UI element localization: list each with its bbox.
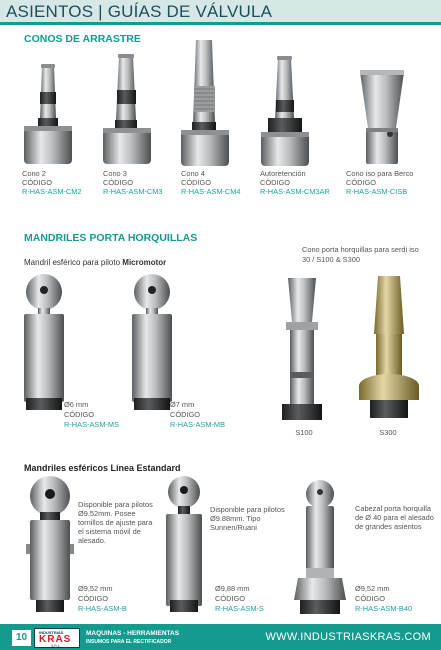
mandril-esferico-b-image [20, 474, 78, 616]
cono-iso-berco-caption [346, 169, 413, 196]
mandril-ms-code: R-HAS-ASM-MS [64, 420, 120, 429]
logo-bottom-text: S.R.L. [51, 644, 61, 648]
mandril-ms-code-label: CÓDIGO [64, 410, 94, 419]
cabezal-b40-code: R-HAS-ASM-B40 [355, 604, 413, 613]
cabezal-b40-size: Ø9,52 mm [355, 584, 390, 593]
cabezal-b40-desc: Cabezal porta horquilla de Ø 40 para el alesado de grandes asientos [355, 504, 434, 531]
mandriles-subtitle [24, 258, 166, 267]
esferico-s-size: Ø9,88 mm [215, 584, 250, 593]
cono-4-code-label: CÓDIGO [181, 178, 211, 187]
logo-top-text: INDUSTRIAS [39, 630, 64, 635]
cono-2-caption [22, 169, 82, 196]
page-footer [0, 624, 441, 650]
cono-3-code: R-HAS-ASM-CM3 [103, 187, 163, 196]
esferico-s-code: R-HAS-ASM-S [215, 604, 264, 613]
cono-2-name: Cono 2 [22, 169, 46, 178]
esferico-s-caption [215, 584, 264, 614]
mandril-esferico-s-image [158, 474, 208, 616]
logo-badge [34, 628, 80, 648]
cono-iso-berco-code: R-HAS-ASM-CISB [346, 187, 408, 196]
mandril-mb-code: R-HAS-ASM-MB [170, 420, 226, 429]
cono-autoretencion-caption [260, 169, 330, 196]
mandril-ms-size: Ø6 mm [64, 400, 89, 409]
mandril-mb-caption [170, 400, 225, 430]
cono-4-code: R-HAS-ASM-CM4 [181, 187, 241, 196]
mandril-mb-image [126, 272, 176, 414]
cono-autoretencion-code-label: CÓDIGO [260, 178, 290, 187]
logo-main-text: KRAS [39, 634, 72, 645]
cono-autoretencion-name: Autoretención [260, 169, 306, 178]
cono-3-image [100, 50, 155, 168]
section-title-esfericos: Mandriles esféricos Línea Estandard [24, 463, 181, 473]
esferico-b-code: R-HAS-ASM-B [78, 604, 127, 613]
cono-porta-horquillas-note: Cono porta horquillas para serdi iso 30 / S100 & S300 [302, 245, 419, 264]
page-number: 10 [12, 630, 31, 646]
esferico-b-code-label: CÓDIGO [78, 594, 108, 603]
website-link[interactable]: WWW.INDUSTRIASKRAS.COM [265, 631, 431, 643]
mandriles-subtitle-prefix: Mandril esférico para piloto [24, 258, 123, 267]
page-title: ASIENTOS | GUÍAS DE VÁLVULA [6, 2, 273, 21]
footer-tagline-2: INSUMOS PARA EL RECTIFICADOR [86, 639, 172, 645]
s100-label: S100 [295, 428, 313, 437]
esferico-b-caption [78, 584, 127, 614]
esferico-b-desc: Disponible para pilotos Ø9.52mm. Posee tornillos de ajuste para el sistema móvil de alesado. [78, 500, 153, 545]
cono-autoretencion-image [258, 52, 313, 168]
mandril-mb-size: Ø7 mm [170, 400, 195, 409]
cono-3-code-label: CÓDIGO [103, 178, 133, 187]
cono-iso-berco-code-label: CÓDIGO [346, 178, 376, 187]
cono-4-name: Cono 4 [181, 169, 205, 178]
cono-2-image [22, 58, 74, 168]
mandriles-subtitle-bold: Micromotor [122, 258, 167, 267]
esferico-s-desc: Disponible para pilotos Ø9.88mm. Tipo Sunnen/Ruani [210, 505, 285, 532]
footer-tagline-1: MAQUINAS - HERRAMIENTAS [86, 630, 180, 637]
section-title-conos: CONOS DE ARRASTRE [24, 33, 141, 45]
cabezal-b40-caption [355, 584, 412, 614]
cono-4-image [178, 36, 233, 168]
company-logo [34, 628, 214, 648]
cono-s300-image [356, 274, 422, 424]
cabezal-b40-code-label: CÓDIGO [355, 594, 385, 603]
header-accent-line [0, 22, 441, 25]
cabezal-b40-image [290, 476, 352, 618]
cono-2-code-label: CÓDIGO [22, 178, 52, 187]
cono-iso-berco-image [352, 68, 412, 168]
cono-2-code: R-HAS-ASM-CM2 [22, 187, 82, 196]
esferico-s-code-label: CÓDIGO [215, 594, 245, 603]
cono-3-name: Cono 3 [103, 169, 127, 178]
mandril-ms-image [18, 272, 68, 414]
cono-s100-image [276, 276, 328, 424]
page-header [0, 0, 441, 25]
section-title-mandriles: MANDRILES PORTA HORQUILLAS [24, 232, 198, 244]
cono-autoretencion-code: R-HAS-ASM-CM3AR [260, 187, 330, 196]
cono-iso-berco-name: Cono iso para Berco [346, 169, 414, 178]
mandril-mb-code-label: CÓDIGO [170, 410, 200, 419]
s300-label: S300 [379, 428, 397, 437]
cono-4-caption [181, 169, 241, 196]
cono-3-caption [103, 169, 163, 196]
mandril-ms-caption [64, 400, 119, 430]
esferico-b-size: Ø9,52 mm [78, 584, 113, 593]
